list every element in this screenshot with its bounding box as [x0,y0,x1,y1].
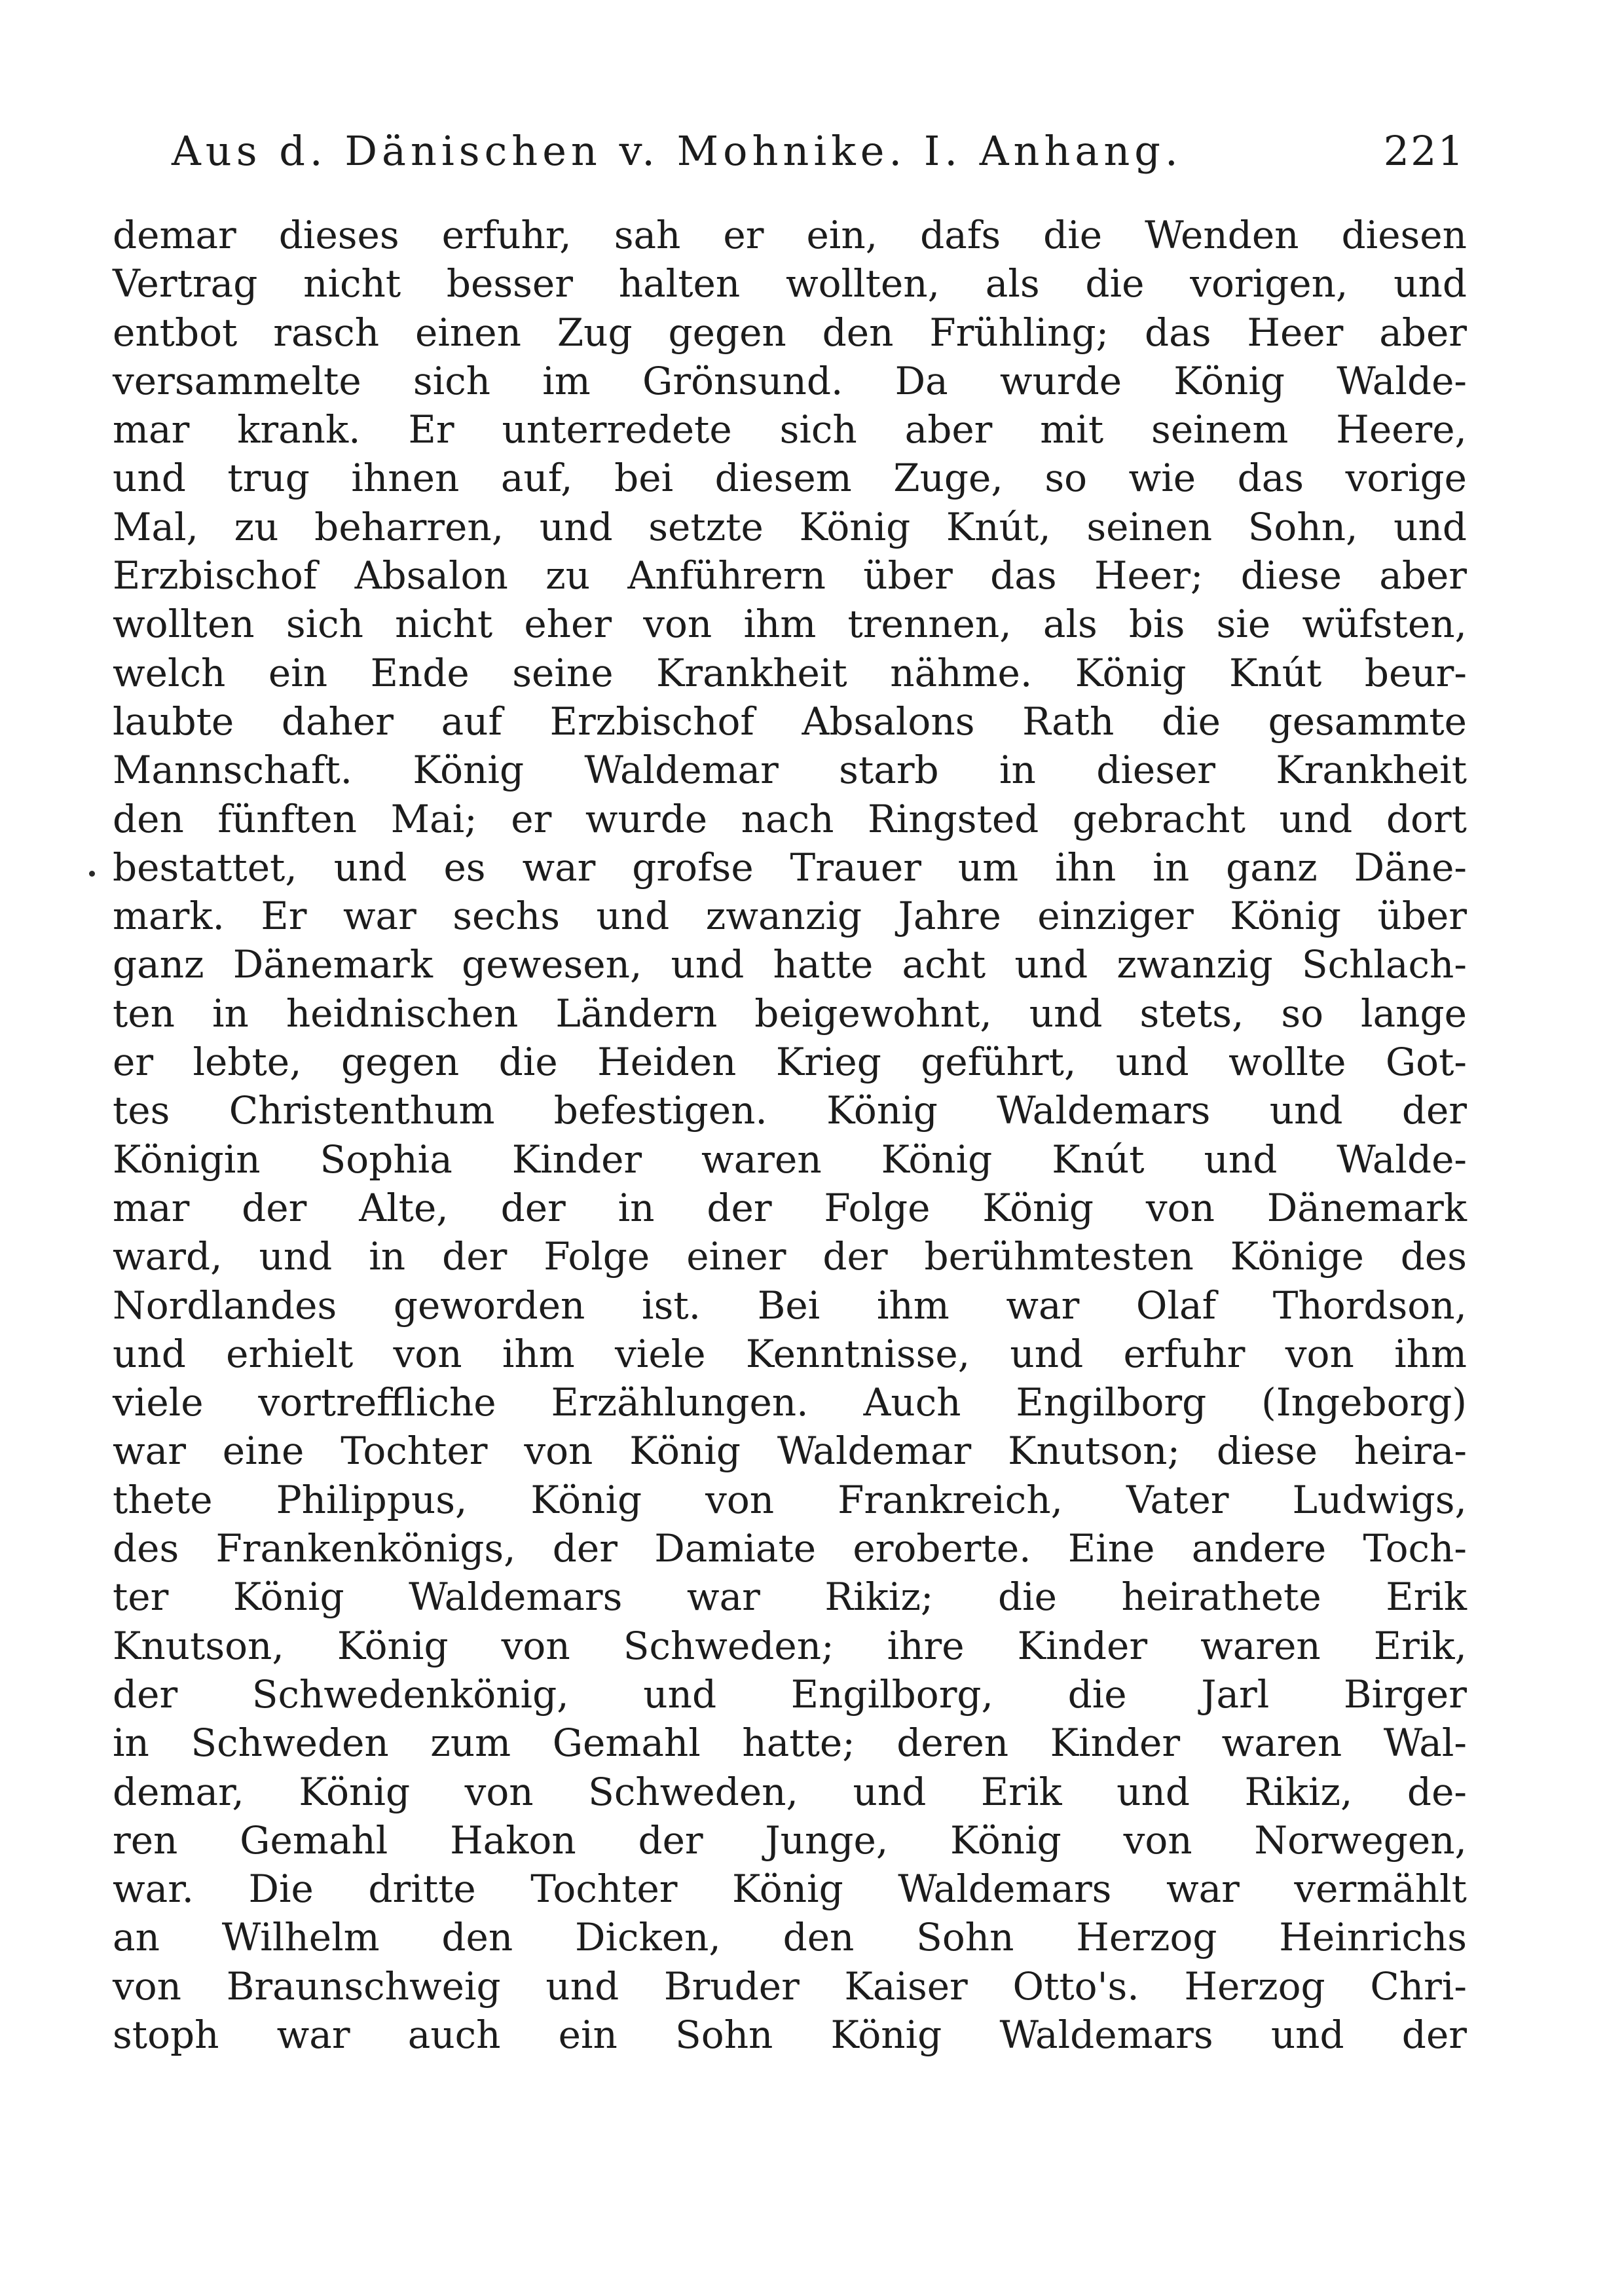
margin-mark [89,871,95,877]
page-number: 221 [1383,127,1465,175]
text-line: Mannschaft. König Waldemar starb in dieser Krankheit [113,748,1467,793]
text-line: ward, und in der Folge einer der berühmtesten Könige des [113,1234,1467,1279]
text-line: in Schweden zum Gemahl hatte; deren Kinder waren Wal- [113,1721,1467,1766]
text-line: ganz Dänemark gewesen, und hatte acht und zwanzig Schlach- [113,942,1467,987]
text-line: Erzbischof Absalon zu Anführern über das Heer; diese aber [113,553,1467,598]
text-line: des Frankenkönigs, der Damiate eroberte. Eine andere Toch- [113,1526,1467,1571]
text-line: von Braunschweig und Bruder Kaiser Otto's. Herzog Chri- [113,1963,1467,2009]
text-line: den fünften Mai; er wurde nach Ringsted gebracht und dort [113,796,1467,841]
text-line: tes Christenthum befestigen. König Waldemars und der [113,1088,1467,1133]
text-line: Königin Sophia Kinder waren König Knút und Walde- [113,1137,1467,1182]
text-line: an Wilhelm den Dicken, den Sohn Herzog Heinrichs [113,1915,1467,1960]
text-line: wollten sich nicht eher von ihm trennen, als bis sie wüfsten, [113,602,1467,647]
running-head [172,127,1465,175]
text-line: ten in heidnischen Ländern beigewohnt, und stets, so lange [113,991,1467,1036]
text-line: und erhielt von ihm viele Kenntnisse, und erfuhr von ihm [113,1331,1467,1376]
running-title: Aus d. Dänischen v. Mohnike. I. Anhang. [172,127,1183,175]
text-line: Nordlandes geworden ist. Bei ihm war Olaf Thordson, [113,1283,1467,1328]
text-line: entbot rasch einen Zug gegen den Frühling; das Heer aber [113,310,1467,355]
text-line: stoph war auch ein Sohn König Waldemars und der [113,2012,1467,2057]
text-line: war eine Tochter von König Waldemar Knutson; diese heira- [113,1429,1467,1474]
text-line: der Schwedenkönig, und Engilborg, die Jarl Birger [113,1671,1467,1717]
text-line: Vertrag nicht besser halten wollten, als die vorigen, und [113,261,1467,306]
text-line: mar der Alte, der in der Folge König von Dänemark [113,1185,1467,1230]
text-line: welch ein Ende seine Krankheit nähme. König Knút beur- [113,650,1467,695]
text-line: war. Die dritte Tochter König Waldemars war vermählt [113,1867,1467,1912]
text-line: demar, König von Schweden, und Erik und Rikiz, de- [113,1769,1467,1814]
text-line: ren Gemahl Hakon der Junge, König von Norwegen, [113,1817,1467,1863]
text-line: ter König Waldemars war Rikiz; die heirathete Erik [113,1575,1467,1620]
body-text [113,211,1467,2059]
text-line: laubte daher auf Erzbischof Absalons Rath die gesammte [113,699,1467,744]
text-line: bestattet, und es war grofse Trauer um ihn in ganz Däne- [113,845,1467,890]
text-line: und trug ihnen auf, bei diesem Zuge, so wie das vorige [113,456,1467,501]
text-line: mark. Er war sechs und zwanzig Jahre einziger König über [113,894,1467,939]
text-line: mar krank. Er unterredete sich aber mit seinem Heere, [113,407,1467,452]
text-line: viele vortreffliche Erzählungen. Auch Engilborg (Ingeborg) [113,1380,1467,1425]
text-line: thete Philippus, König von Frankreich, Vater Ludwigs, [113,1477,1467,1522]
text-line: Mal, zu beharren, und setzte König Knút, seinen Sohn, und [113,504,1467,549]
text-line: Knutson, König von Schweden; ihre Kinder waren Erik, [113,1623,1467,1668]
text-line: demar dieses erfuhr, sah er ein, dafs die Wenden diesen [113,213,1467,257]
text-line: versammelte sich im Grönsund. Da wurde König Walde- [113,358,1467,403]
text-line: er lebte, gegen die Heiden Krieg geführt, und wollte Got- [113,1040,1467,1085]
